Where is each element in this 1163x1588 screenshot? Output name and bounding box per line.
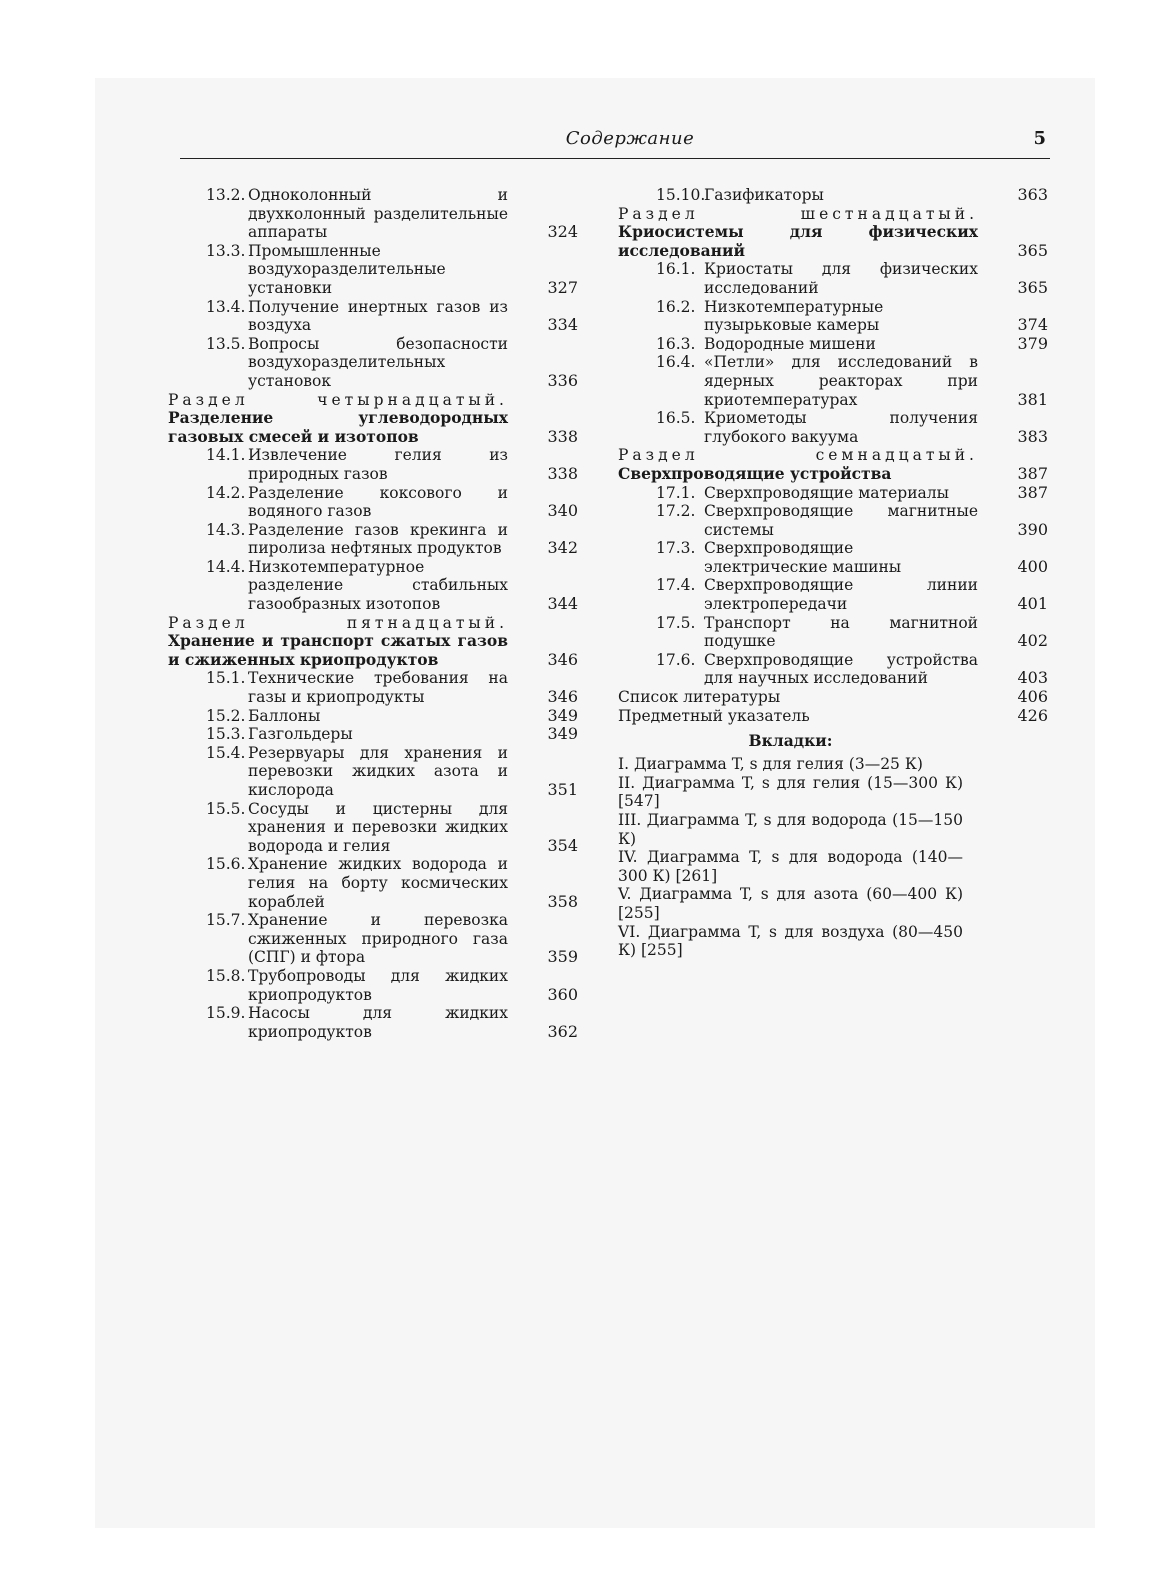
entry-title: Одноколонный и двухколонный разделительные аппараты	[248, 186, 508, 242]
entry-title: Баллоны	[248, 706, 321, 725]
inserts-heading: Вкладки:	[748, 731, 833, 751]
entry-page-number: 359	[547, 947, 578, 967]
insert-item: III. Диаграмма T, s для водорода (15—150 К)	[618, 811, 963, 848]
entry-title: «Петли» для исследований в ядерных реакторах при криотемпературах	[704, 353, 978, 409]
entry-page-number: 426	[1017, 705, 1048, 725]
insert-item: II. Диаграмма T, s для гелия (15—300 К) [547]	[618, 773, 963, 811]
entry-title: Газификаторы	[704, 186, 824, 204]
entry-number: 13.4.	[206, 297, 246, 316]
toc-entry	[168, 391, 578, 447]
entry-page-number: 344	[547, 594, 578, 614]
entry-page-number: 365	[1017, 277, 1048, 297]
toc-entry	[168, 669, 578, 706]
entry-title: Список литературы	[618, 688, 781, 707]
toc-entry	[618, 205, 1048, 261]
entry-title: Разделение газов крекинга и пиролиза нефтяных продуктов	[248, 520, 508, 558]
entry-title: Сосуды и цистерны для хранения и перевозки жидких водорода и гелия	[248, 799, 508, 855]
toc-entry	[168, 967, 578, 1004]
insert-item: VI. Диаграмма T, s для воздуха (80—450 К) [255]	[618, 922, 963, 960]
entry-number: 15.4.	[206, 743, 246, 762]
entry-title: Водородные мишени	[704, 334, 876, 353]
entry-page-number: 346	[547, 649, 578, 669]
entry-page-number: 387	[1017, 482, 1048, 502]
page-number: 5	[1033, 128, 1046, 149]
entry-number: 14.4.	[206, 557, 246, 576]
entry-number: 13.3.	[206, 241, 246, 260]
entry-page-number: 346	[547, 687, 578, 707]
section-title: Сверхпроводящие устройства	[618, 463, 892, 483]
toc-entry	[618, 335, 1048, 354]
insert-item: I. Диаграмма T, s для гелия (3—25 К)	[618, 755, 923, 774]
entry-number: 14.2.	[206, 483, 246, 502]
section-title: Разделение углеводородных газовых смесей и изотопов	[168, 408, 508, 446]
entry-title: Трубопроводы для жидких криопродуктов	[248, 966, 508, 1004]
toc-entry	[618, 353, 1048, 409]
toc-entry	[168, 911, 578, 967]
entry-number: 17.4.	[656, 576, 696, 595]
entry-number: 16.5.	[656, 409, 696, 428]
toc-entry	[168, 1004, 578, 1041]
toc-entry	[618, 576, 1048, 613]
entry-page-number: 340	[547, 501, 578, 521]
entry-page-number: 342	[547, 538, 578, 558]
section-lead: Раздел пятнадцатый.	[168, 613, 508, 632]
entry-number: 16.4.	[656, 353, 696, 372]
toc-entry	[618, 651, 1048, 688]
entry-number: 15.7.	[206, 911, 246, 930]
entry-number: 15.8.	[206, 966, 246, 985]
entry-title: Сверхпроводящие устройства для научных исследований	[704, 650, 978, 688]
entry-number: 16.1.	[656, 260, 696, 279]
entry-number: 15.2.	[206, 706, 246, 725]
entry-number: 17.5.	[656, 613, 696, 632]
entry-number: 15.10.	[656, 186, 706, 204]
toc-entry	[618, 186, 1048, 205]
entry-number: 17.6.	[656, 650, 696, 669]
entry-number: 17.3.	[656, 539, 696, 558]
entry-page-number: 406	[1017, 687, 1048, 707]
entry-title: Хранение жидких водорода и гелия на борту космических кораблей	[248, 855, 508, 911]
entry-page-number: 354	[547, 835, 578, 855]
entry-title: Сверхпроводящие электрические машины	[704, 539, 902, 576]
toc-entry	[168, 855, 578, 911]
entry-title: Низкотемпературные пузырьковые камеры	[704, 297, 884, 335]
running-header	[180, 128, 1050, 159]
entry-page-number: 401	[1017, 594, 1048, 614]
toc-entry	[618, 688, 1048, 707]
entry-title: Насосы для жидких криопродуктов	[248, 1004, 508, 1041]
entry-number: 14.1.	[206, 446, 246, 465]
toc-entry	[168, 521, 578, 558]
toc-entry	[618, 614, 1048, 651]
entry-number: 15.3.	[206, 725, 246, 744]
entry-page-number: 358	[547, 891, 578, 911]
toc-entry	[618, 409, 1048, 446]
entry-page-number: 383	[1017, 426, 1048, 446]
section-lead: Раздел семнадцатый.	[618, 446, 978, 465]
toc-entry	[168, 707, 578, 726]
entry-number: 15.5.	[206, 799, 246, 818]
inserts-block	[618, 731, 963, 960]
toc-entry	[618, 298, 1048, 335]
entry-page-number: 327	[547, 277, 578, 297]
entry-title: Получение инертных газов из воздуха	[248, 297, 508, 335]
entry-page-number: 349	[547, 705, 578, 725]
toc-entry	[168, 446, 578, 483]
toc-entry	[618, 484, 1048, 503]
entry-title: Вопросы безопасности воздухоразделительных установок	[248, 334, 508, 390]
entry-title: Хранение и перевозка сжиженных природного газа (СПГ) и фтора	[248, 911, 508, 967]
entry-number: 13.2.	[206, 186, 246, 204]
entry-title: Извлечение гелия из природных газов	[248, 446, 508, 483]
entry-title: Низкотемпературное разделение стабильных газообразных изотопов	[248, 557, 508, 614]
entry-page-number: 338	[547, 463, 578, 483]
entry-page-number: 349	[547, 724, 578, 744]
entry-title: Технические требования на газы и криопродукты	[248, 669, 508, 707]
entry-page-number: 324	[547, 222, 578, 242]
entry-page-number: 374	[1017, 315, 1048, 335]
entry-page-number: 403	[1017, 668, 1048, 688]
entry-title: Сверхпроводящие магнитные системы	[704, 502, 978, 539]
section-title: Криосистемы для физических исследований	[618, 222, 978, 260]
entry-page-number: 362	[547, 1021, 578, 1041]
entry-page-number: 379	[1017, 333, 1048, 353]
toc-entry	[168, 725, 578, 744]
entry-number: 15.6.	[206, 855, 246, 874]
insert-item: V. Диаграмма T, s для азота (60—400 К) [255]	[618, 885, 963, 922]
entry-page-number: 351	[547, 780, 578, 799]
entry-title: Резервуары для хранения и перевозки жидких азота и кислорода	[248, 743, 508, 799]
entry-title: Промышленные воздухоразделительные установки	[248, 241, 446, 297]
entry-number: 13.5.	[206, 334, 246, 353]
entry-page-number: 402	[1017, 631, 1048, 651]
entry-page-number: 363	[1017, 185, 1048, 204]
entry-number: 17.1.	[656, 483, 696, 502]
entry-number: 16.2.	[656, 297, 696, 316]
entry-page-number: 334	[547, 315, 578, 335]
toc-entry	[618, 502, 1048, 539]
entry-number: 15.1.	[206, 669, 246, 688]
entry-number: 16.3.	[656, 334, 696, 353]
toc-entry	[168, 614, 578, 670]
toc-column-left	[168, 186, 578, 1041]
toc-entry	[618, 260, 1048, 297]
entry-title: Транспорт на магнитной подушке	[704, 613, 978, 651]
toc-entry	[168, 558, 578, 614]
toc-entry	[168, 186, 578, 242]
entry-title: Сверхпроводящие материалы	[704, 483, 949, 502]
insert-item: IV. Диаграмма T, s для водорода (140—300 К) [261]	[618, 848, 963, 885]
toc-entry	[168, 800, 578, 856]
entry-page-number: 336	[547, 370, 578, 390]
entry-page-number: 400	[1017, 556, 1048, 576]
entry-title: Сверхпроводящие линии электропередачи	[704, 576, 978, 614]
toc-entry	[168, 242, 578, 298]
toc-entry	[618, 446, 1048, 483]
entry-page-number: 365	[1017, 240, 1048, 260]
entry-page-number: 381	[1017, 389, 1048, 409]
running-title: Содержание	[565, 128, 695, 149]
section-lead: Раздел четырнадцатый.	[168, 390, 508, 409]
section-title: Хранение и транспорт сжатых газов и сжиженных криопродуктов	[168, 631, 508, 669]
toc-entry	[168, 335, 578, 391]
entry-page-number: 338	[547, 426, 578, 446]
entry-title: Предметный указатель	[618, 706, 810, 725]
toc-entry	[618, 707, 1048, 726]
entry-number: 14.3.	[206, 520, 246, 539]
toc-column-right	[618, 186, 1048, 960]
entry-number: 15.9.	[206, 1004, 246, 1023]
entry-number: 17.2.	[656, 502, 696, 521]
entry-title: Криометоды получения глубокого вакуума	[704, 409, 978, 446]
section-lead: Раздел шестнадцатый.	[618, 204, 978, 223]
entry-page-number: 360	[547, 984, 578, 1004]
entry-title: Газгольдеры	[248, 725, 353, 744]
toc-entry	[168, 744, 578, 800]
toc-entry	[168, 484, 578, 521]
entry-title: Разделение коксового и водяного газов	[248, 483, 508, 521]
entry-page-number: 390	[1017, 519, 1048, 539]
entry-page-number: 387	[1017, 463, 1048, 483]
toc-entry	[618, 539, 1048, 576]
toc-entry	[168, 298, 578, 335]
entry-title: Криостаты для физических исследований	[704, 260, 978, 297]
